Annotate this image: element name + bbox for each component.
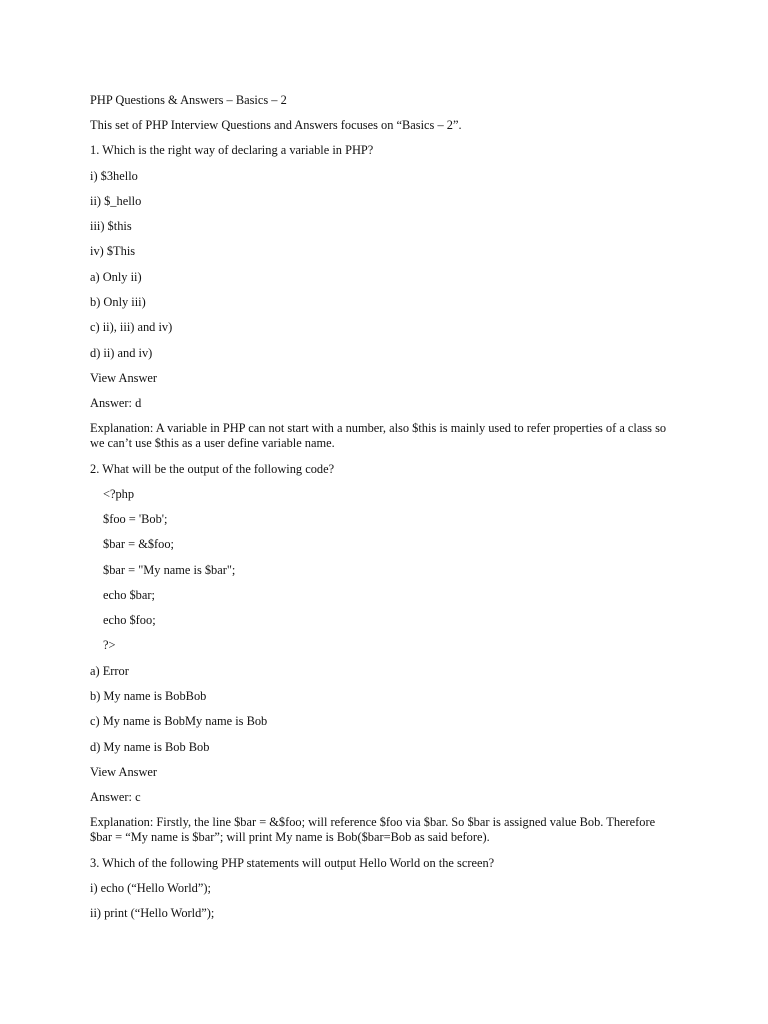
q1-option-a: a) Only ii) [90, 270, 142, 284]
q2-code-line-1: <?php [103, 487, 135, 501]
q2-code-line-7: ?> [103, 638, 116, 652]
q1-explanation-line-1: Explanation: A variable in PHP can not start with a number, also $this is mainly used to refer properties of a class so [90, 421, 667, 435]
q1-explanation-line-2: we can’t use $this as a user define variable name. [90, 436, 335, 450]
question-2: 2. What will be the output of the following code? [90, 462, 335, 476]
q2-option-b: b) My name is BobBob [90, 689, 207, 703]
q2-explanation-line-1: Explanation: Firstly, the line $bar = &$foo; will reference $foo via $bar. So $bar is assigned value Bob. Therefore [90, 815, 656, 829]
q1-item-4: iv) $This [90, 244, 136, 258]
document-title: PHP Questions & Answers – Basics – 2 [90, 93, 287, 107]
q1-answer: Answer: d [90, 396, 142, 410]
q1-item-3: iii) $this [90, 219, 132, 233]
q2-code-line-2: $foo = 'Bob'; [103, 512, 168, 526]
q2-code-line-4: $bar = "My name is $bar"; [103, 563, 236, 577]
q2-explanation-line-2: $bar = “My name is $bar”; will print My name is Bob($bar=Bob as said before). [90, 830, 490, 844]
q1-option-c: c) ii), iii) and iv) [90, 320, 173, 334]
q1-item-1: i) $3hello [90, 169, 138, 183]
q2-code-line-6: echo $foo; [103, 613, 156, 627]
q3-item-2: ii) print (“Hello World”); [90, 906, 215, 920]
q1-option-d: d) ii) and iv) [90, 346, 153, 360]
q2-answer: Answer: c [90, 790, 141, 804]
q1-view-answer-link[interactable]: View Answer [90, 371, 158, 385]
q2-option-d: d) My name is Bob Bob [90, 740, 210, 754]
question-3: 3. Which of the following PHP statements will output Hello World on the screen? [90, 856, 495, 870]
q2-view-answer-link[interactable]: View Answer [90, 765, 158, 779]
intro-text: This set of PHP Interview Questions and Answers focuses on “Basics – 2”. [90, 118, 462, 132]
q2-code-line-5: echo $bar; [103, 588, 155, 602]
q1-option-b: b) Only iii) [90, 295, 146, 309]
q1-item-2: ii) $_hello [90, 194, 142, 208]
question-1: 1. Which is the right way of declaring a variable in PHP? [90, 143, 374, 157]
q2-option-c: c) My name is BobMy name is Bob [90, 714, 268, 728]
q2-option-a: a) Error [90, 664, 129, 678]
q3-item-1: i) echo (“Hello World”); [90, 881, 211, 895]
q2-code-line-3: $bar = &$foo; [103, 537, 174, 551]
